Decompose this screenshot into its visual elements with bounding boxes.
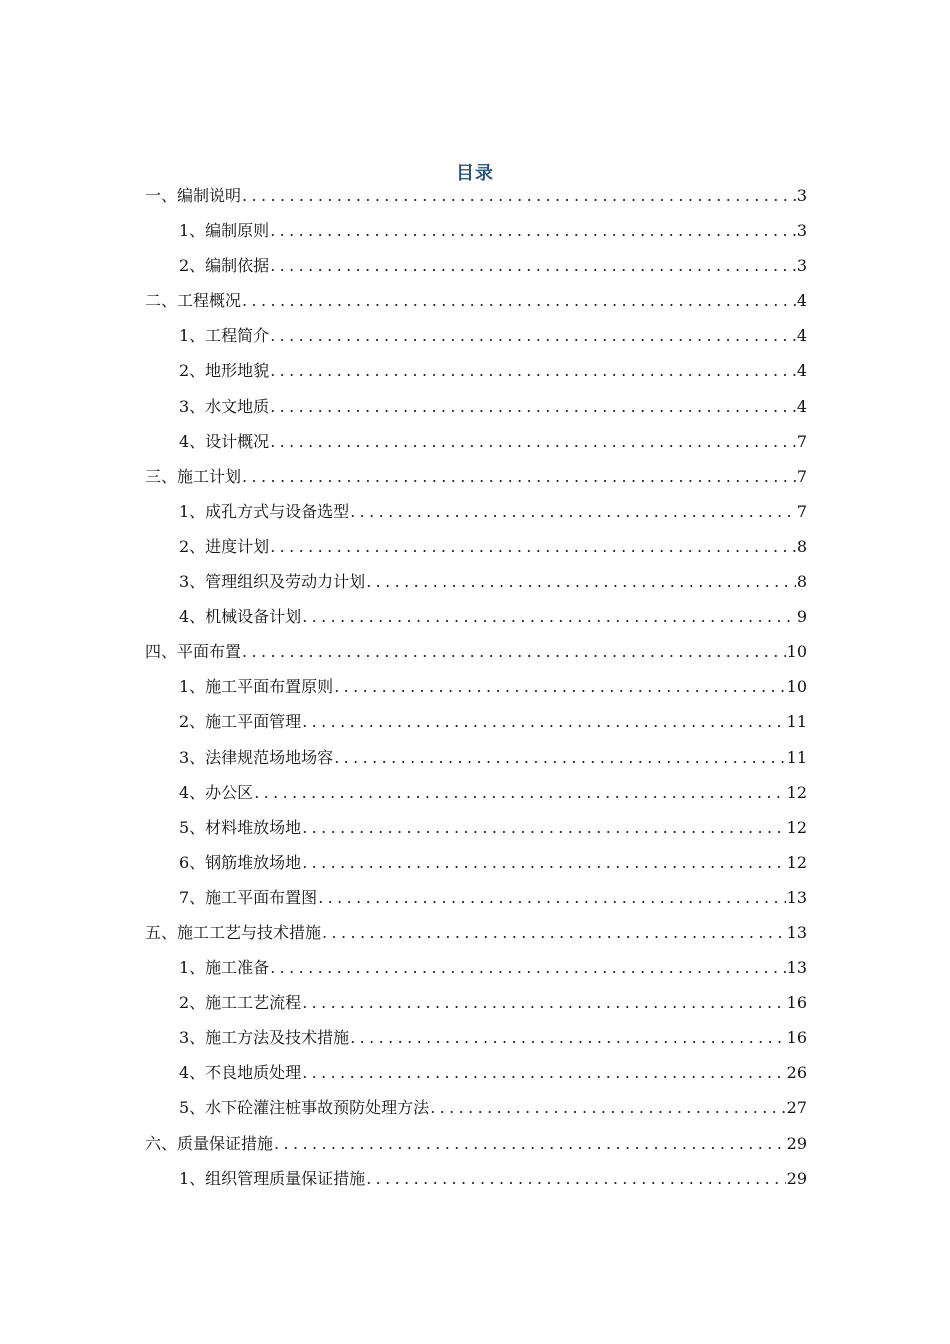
toc-entry[interactable]	[145, 885, 807, 920]
toc-entry[interactable]	[145, 358, 807, 393]
toc-entry-page: 10	[786, 642, 807, 662]
toc-entry-page: 9	[796, 607, 807, 627]
toc-dot-leader	[302, 993, 785, 1012]
toc-entry-label: 五、施工工艺与技术措施	[145, 922, 322, 942]
toc-entry-page: 3	[796, 186, 807, 205]
toc-entry[interactable]	[145, 534, 807, 569]
table-of-contents	[145, 183, 807, 1201]
toc-entry-page: 29	[786, 1133, 807, 1153]
toc-dot-leader	[242, 186, 796, 205]
toc-entry-label: 4、不良地质处理	[179, 1063, 302, 1083]
toc-entry-label: 5、水下砼灌注桩事故预防处理方法	[179, 1098, 430, 1118]
toc-entry-page: 26	[786, 1063, 807, 1083]
toc-dot-leader	[242, 642, 786, 661]
toc-entry[interactable]	[145, 955, 807, 990]
toc-entry-page: 11	[786, 747, 807, 767]
toc-entry-label: 一、编制说明	[145, 186, 242, 205]
toc-entry-page: 12	[786, 852, 807, 872]
toc-entry[interactable]	[145, 569, 807, 604]
toc-entry[interactable]	[145, 1025, 807, 1060]
toc-entry-page: 7	[796, 431, 807, 451]
toc-entry-label: 六、质量保证措施	[145, 1133, 274, 1153]
toc-entry[interactable]	[145, 429, 807, 464]
toc-entry-page: 10	[786, 677, 807, 697]
toc-dot-leader	[334, 748, 785, 767]
toc-dot-leader	[270, 326, 796, 345]
toc-entry[interactable]	[145, 745, 807, 780]
toc-entry-label: 2、地形地貌	[179, 361, 270, 381]
toc-entry-page: 3	[796, 256, 807, 276]
toc-entry-page: 13	[786, 887, 807, 907]
toc-entry-label: 3、法律规范场地场容	[179, 747, 334, 767]
toc-title: 目录	[456, 163, 494, 184]
toc-entry[interactable]	[145, 920, 807, 955]
toc-dot-leader	[254, 783, 785, 802]
toc-dot-leader	[334, 677, 785, 696]
toc-entry[interactable]	[145, 604, 807, 639]
toc-entry-label: 2、编制依据	[179, 256, 270, 276]
toc-entry-label: 7、施工平面布置图	[179, 887, 318, 907]
toc-entry-label: 1、施工平面布置原则	[179, 677, 334, 697]
toc-entry-label: 5、材料堆放场地	[179, 817, 302, 837]
toc-entry-label: 三、施工计划	[145, 466, 242, 486]
toc-entry[interactable]	[145, 288, 807, 323]
toc-dot-leader	[302, 853, 785, 872]
toc-entry[interactable]	[145, 499, 807, 534]
toc-entry[interactable]	[145, 394, 807, 429]
toc-entry-page: 7	[796, 501, 807, 521]
toc-entry-label: 6、钢筋堆放场地	[179, 852, 302, 872]
toc-entry[interactable]	[145, 1166, 807, 1201]
toc-entry-label: 2、进度计划	[179, 536, 270, 556]
toc-entry-page: 27	[786, 1098, 807, 1118]
toc-entry-label: 4、设计概况	[179, 431, 270, 451]
toc-entry-label: 2、施工平面管理	[179, 712, 302, 732]
toc-entry[interactable]	[145, 253, 807, 288]
toc-dot-leader	[302, 712, 785, 731]
toc-entry-label: 3、水文地质	[179, 396, 270, 416]
toc-entry-label: 3、施工方法及技术措施	[179, 1028, 350, 1048]
toc-entry-page: 4	[796, 326, 807, 346]
toc-entry-label: 二、工程概况	[145, 291, 242, 311]
toc-entry-page: 16	[786, 993, 807, 1013]
toc-entry-page: 7	[796, 466, 807, 486]
toc-entry[interactable]	[145, 850, 807, 885]
toc-dot-leader	[270, 256, 796, 275]
toc-dot-leader	[270, 537, 796, 556]
toc-entry[interactable]	[145, 990, 807, 1025]
toc-entry[interactable]	[145, 674, 807, 709]
toc-entry[interactable]	[145, 183, 807, 218]
toc-entry-page: 13	[786, 958, 807, 978]
toc-dot-leader	[318, 888, 785, 907]
toc-entry[interactable]	[145, 323, 807, 358]
toc-entry-label: 3、管理组织及劳动力计划	[179, 572, 366, 592]
toc-entry-page: 11	[786, 712, 807, 732]
toc-entry-page: 8	[796, 572, 807, 592]
toc-entry-label: 四、平面布置	[145, 642, 242, 662]
toc-entry[interactable]	[145, 815, 807, 850]
toc-dot-leader	[350, 1028, 785, 1047]
toc-dot-leader	[322, 923, 786, 942]
toc-entry[interactable]	[145, 709, 807, 744]
toc-entry-page: 4	[796, 361, 807, 381]
toc-entry[interactable]	[145, 1131, 807, 1166]
toc-dot-leader	[302, 1063, 785, 1082]
toc-dot-leader	[270, 432, 796, 451]
toc-dot-leader	[242, 291, 796, 310]
toc-entry-label: 4、机械设备计划	[179, 607, 302, 627]
toc-entry-label: 1、组织管理质量保证措施	[179, 1168, 366, 1188]
toc-entry-page: 3	[796, 221, 807, 241]
toc-dot-leader	[270, 397, 796, 416]
toc-dot-leader	[366, 1169, 785, 1188]
toc-entry[interactable]	[145, 639, 807, 674]
toc-entry[interactable]	[145, 218, 807, 253]
toc-entry[interactable]	[145, 464, 807, 499]
toc-dot-leader	[270, 958, 785, 977]
toc-entry[interactable]	[145, 1060, 807, 1095]
toc-dot-leader	[274, 1134, 786, 1153]
toc-entry-page: 12	[786, 817, 807, 837]
toc-entry-page: 13	[786, 922, 807, 942]
toc-dot-leader	[302, 607, 796, 626]
toc-entry-page: 4	[796, 396, 807, 416]
toc-entry-label: 1、编制原则	[179, 221, 270, 241]
toc-dot-leader	[430, 1098, 785, 1117]
toc-dot-leader	[302, 818, 785, 837]
toc-entry[interactable]	[145, 780, 807, 815]
toc-entry-label: 1、施工准备	[179, 958, 270, 978]
toc-entry-label: 1、成孔方式与设备选型	[179, 501, 350, 521]
toc-entry[interactable]	[145, 1095, 807, 1130]
toc-entry-page: 12	[786, 782, 807, 802]
toc-entry-page: 16	[786, 1028, 807, 1048]
toc-entry-page: 29	[786, 1168, 807, 1188]
toc-entry-label: 1、工程简介	[179, 326, 270, 346]
toc-dot-leader	[270, 221, 796, 240]
toc-entry-page: 8	[796, 536, 807, 556]
toc-dot-leader	[366, 572, 796, 591]
toc-entry-label: 4、办公区	[179, 782, 254, 802]
toc-dot-leader	[350, 502, 796, 521]
toc-entry-label: 2、施工工艺流程	[179, 993, 302, 1013]
toc-dot-leader	[242, 467, 796, 486]
toc-entry-page: 4	[796, 291, 807, 311]
toc-dot-leader	[270, 361, 796, 380]
